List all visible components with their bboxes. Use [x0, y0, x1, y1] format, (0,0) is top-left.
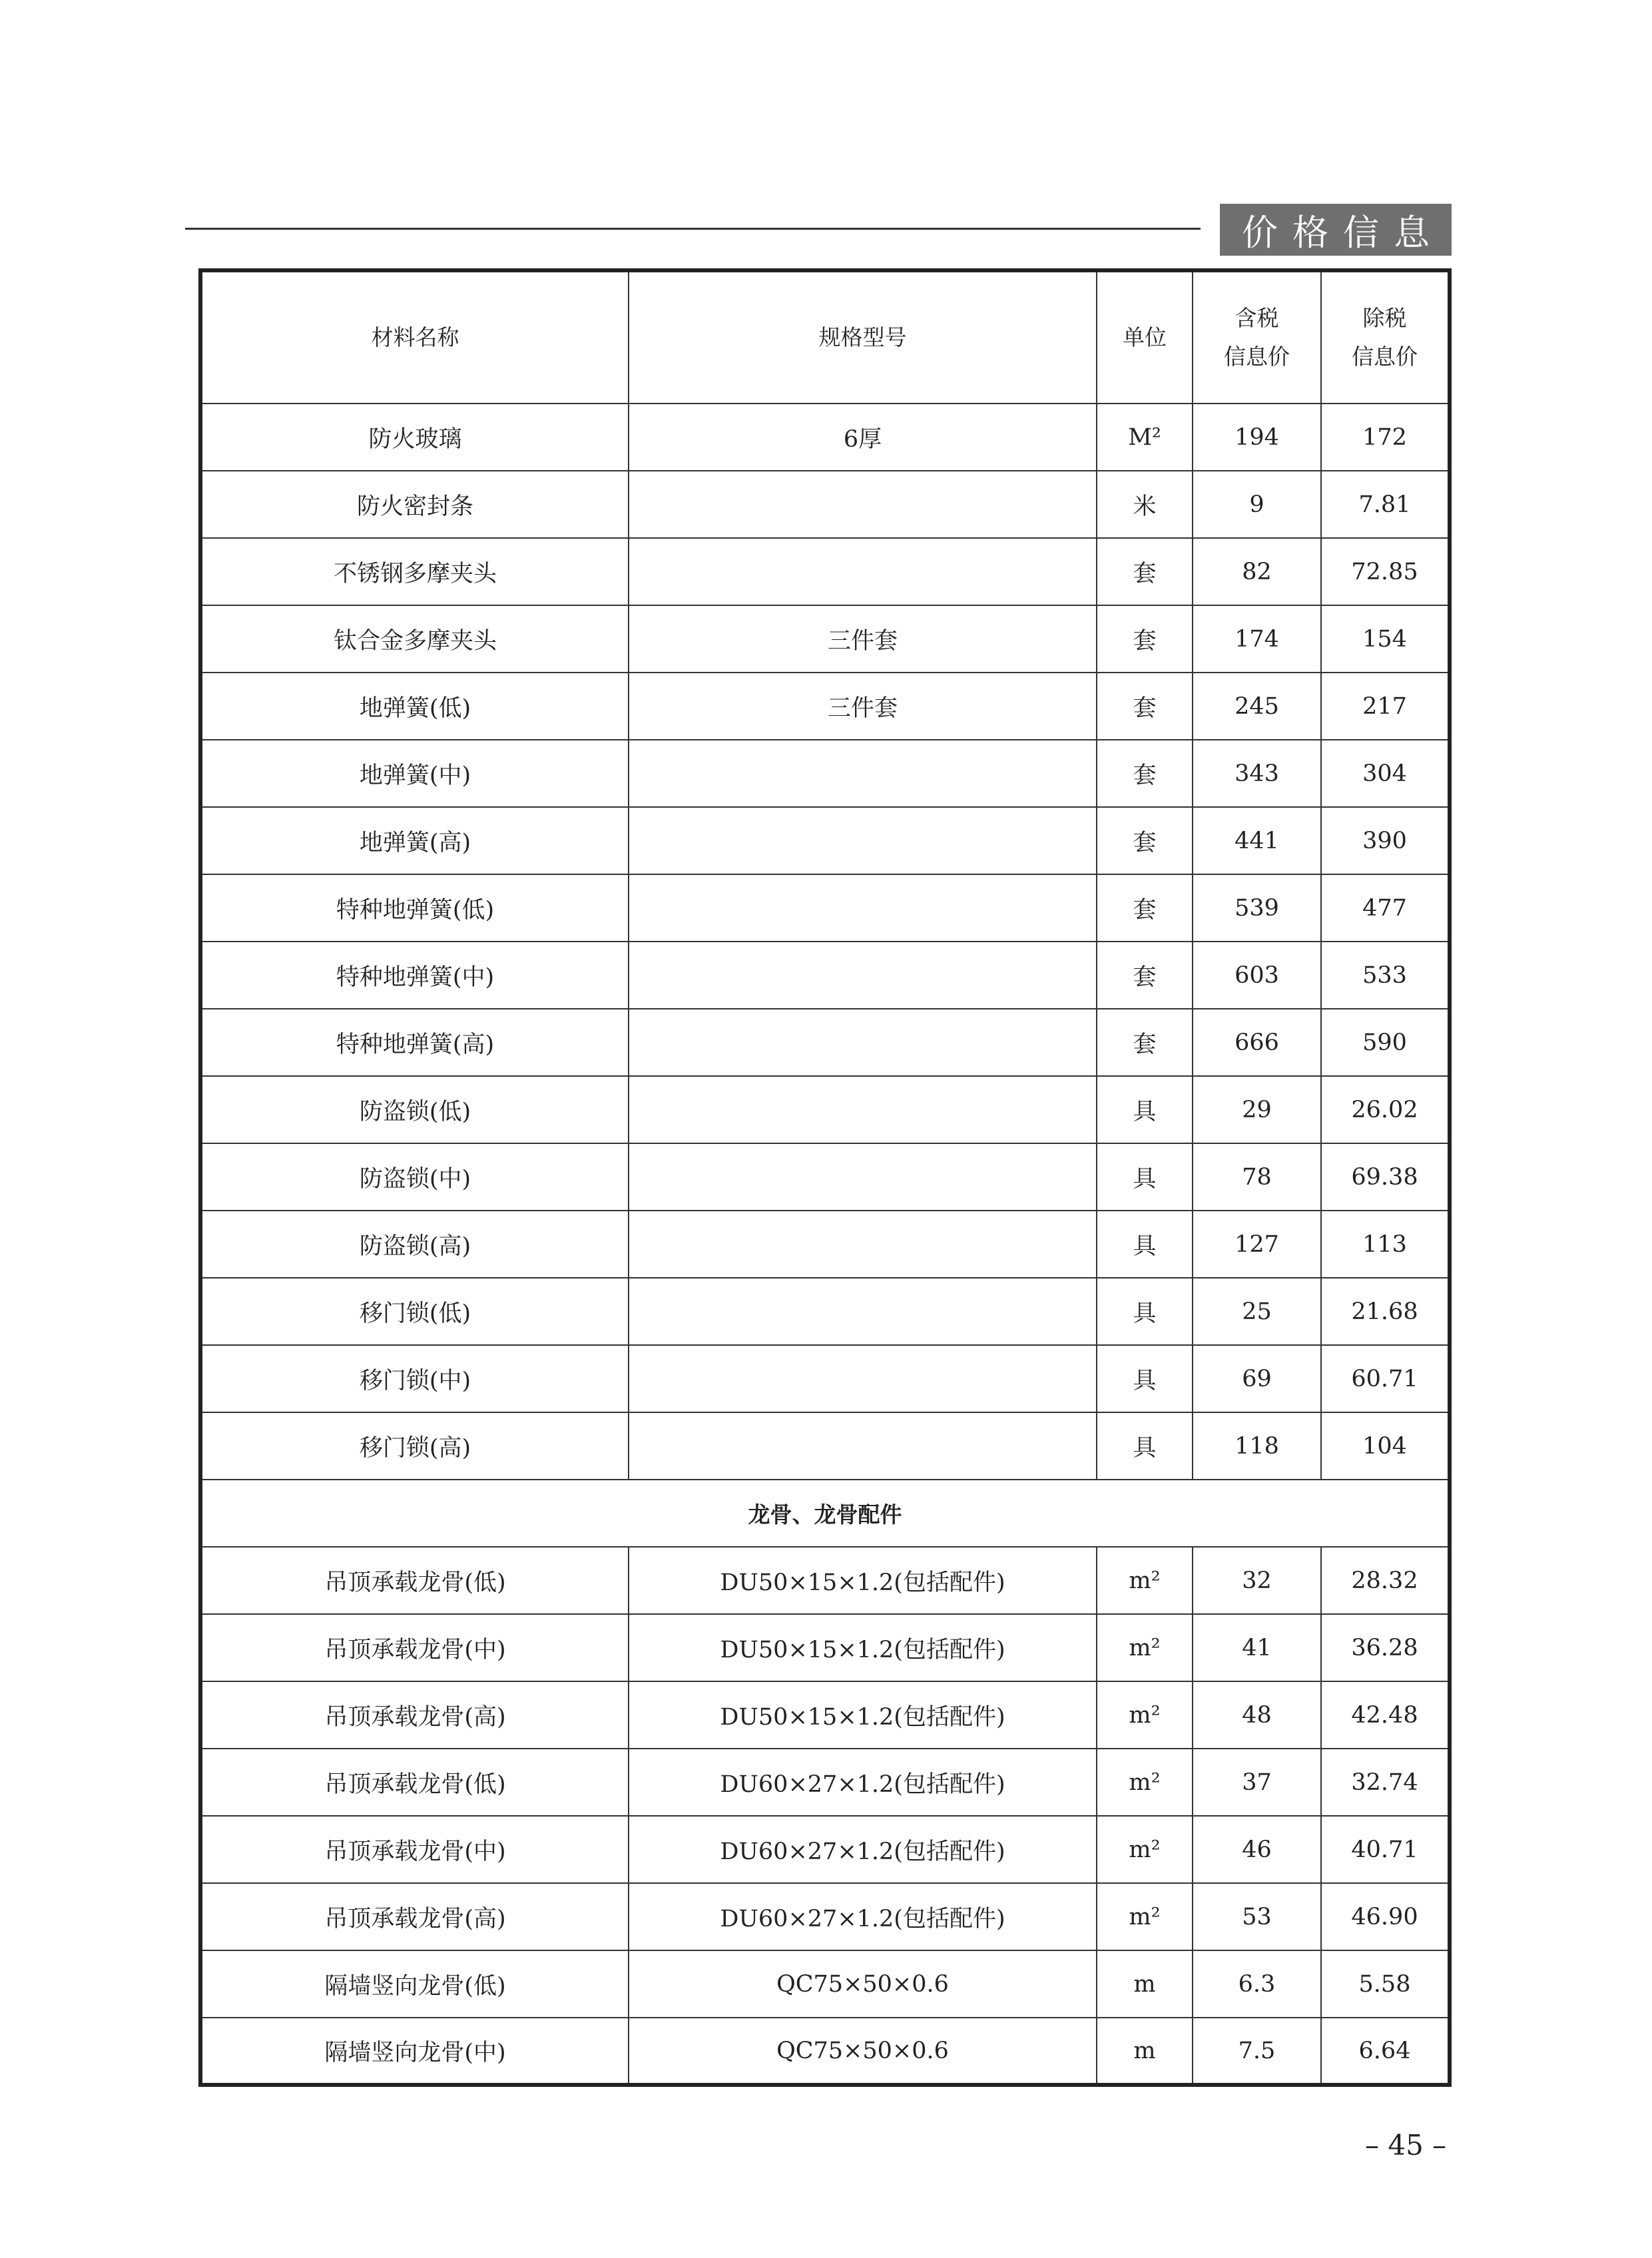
table-cell: 60.71 — [1321, 1345, 1450, 1412]
table-cell: 特种地弹簧(中) — [200, 942, 629, 1009]
table-cell — [629, 740, 1097, 807]
column-header: 单位 — [1097, 270, 1193, 404]
table-cell: 40.71 — [1321, 1816, 1450, 1883]
table-cell — [629, 1278, 1097, 1345]
table-cell: 6.64 — [1321, 2018, 1450, 2085]
table-cell — [629, 1143, 1097, 1211]
table-header-row — [200, 270, 1450, 404]
table-cell: 174 — [1193, 605, 1321, 673]
table-row — [200, 1816, 1450, 1883]
table-row — [200, 1009, 1450, 1076]
table-cell: QC75×50×0.6 — [629, 2018, 1097, 2085]
table-cell: 钛合金多摩夹头 — [200, 605, 629, 673]
table-cell: 69 — [1193, 1345, 1321, 1412]
table-cell: 米 — [1097, 471, 1193, 538]
table-row — [200, 538, 1450, 605]
table-row — [200, 1211, 1450, 1278]
table-cell: 不锈钢多摩夹头 — [200, 538, 629, 605]
table-cell — [629, 1076, 1097, 1143]
table-cell: 地弹簧(高) — [200, 807, 629, 874]
table-cell: 移门锁(高) — [200, 1412, 629, 1480]
table-cell: 104 — [1321, 1412, 1450, 1480]
table-cell: 36.28 — [1321, 1614, 1450, 1681]
table-cell: m² — [1097, 1749, 1193, 1816]
table-cell — [629, 807, 1097, 874]
table-cell: m² — [1097, 1681, 1193, 1749]
table-cell: 25 — [1193, 1278, 1321, 1345]
table-cell: m² — [1097, 1547, 1193, 1614]
table-cell: 6.3 — [1193, 1950, 1321, 2018]
table-cell: 78 — [1193, 1143, 1321, 1211]
table-row — [200, 1749, 1450, 1816]
table-row — [200, 471, 1450, 538]
table-cell: 32.74 — [1321, 1749, 1450, 1816]
table-row — [200, 673, 1450, 740]
table-cell: 隔墙竖向龙骨(低) — [200, 1950, 629, 2018]
table-cell: 28.32 — [1321, 1547, 1450, 1614]
table-cell: 防火玻璃 — [200, 404, 629, 471]
table-cell: 29 — [1193, 1076, 1321, 1143]
table-cell — [629, 1009, 1097, 1076]
table-row — [200, 1614, 1450, 1681]
table-cell: 245 — [1193, 673, 1321, 740]
table-cell: 地弹簧(低) — [200, 673, 629, 740]
section-title: 龙骨、龙骨配件 — [200, 1480, 1450, 1547]
column-header: 规格型号 — [629, 270, 1097, 404]
table-cell: 666 — [1193, 1009, 1321, 1076]
table-cell: 套 — [1097, 942, 1193, 1009]
table-cell: 533 — [1321, 942, 1450, 1009]
table-cell: 194 — [1193, 404, 1321, 471]
table-cell: 套 — [1097, 740, 1193, 807]
table-row — [200, 1076, 1450, 1143]
page-number: – 45 – — [1365, 2129, 1447, 2161]
table-cell: 69.38 — [1321, 1143, 1450, 1211]
table-cell: 移门锁(低) — [200, 1278, 629, 1345]
table-cell: 套 — [1097, 807, 1193, 874]
table-cell: 三件套 — [629, 673, 1097, 740]
table-cell: DU50×15×1.2(包括配件) — [629, 1681, 1097, 1749]
table-cell: 390 — [1321, 807, 1450, 874]
table-cell: 套 — [1097, 1009, 1193, 1076]
table-cell: 82 — [1193, 538, 1321, 605]
table-row — [200, 874, 1450, 942]
table-cell: 46 — [1193, 1816, 1321, 1883]
table-row — [200, 1278, 1450, 1345]
table-cell: DU60×27×1.2(包括配件) — [629, 1816, 1097, 1883]
table-cell: 三件套 — [629, 605, 1097, 673]
table-cell: 吊顶承载龙骨(中) — [200, 1816, 629, 1883]
table-cell: 吊顶承载龙骨(低) — [200, 1547, 629, 1614]
table-row — [200, 1950, 1450, 2018]
table-cell: 217 — [1321, 673, 1450, 740]
table-cell: 具 — [1097, 1211, 1193, 1278]
table-cell: 移门锁(中) — [200, 1345, 629, 1412]
table-cell: 套 — [1097, 605, 1193, 673]
table-cell — [629, 1412, 1097, 1480]
table-cell: m — [1097, 2018, 1193, 2085]
table-cell: 防盗锁(中) — [200, 1143, 629, 1211]
table-cell: 特种地弹簧(高) — [200, 1009, 629, 1076]
table-cell: 72.85 — [1321, 538, 1450, 605]
table-cell: 41 — [1193, 1614, 1321, 1681]
table-cell: 地弹簧(中) — [200, 740, 629, 807]
table-cell: DU60×27×1.2(包括配件) — [629, 1749, 1097, 1816]
table-cell: 113 — [1321, 1211, 1450, 1278]
table-cell: 441 — [1193, 807, 1321, 874]
table-cell: 32 — [1193, 1547, 1321, 1614]
table-cell: 21.68 — [1321, 1278, 1450, 1345]
table-cell: 304 — [1321, 740, 1450, 807]
table-cell: 9 — [1193, 471, 1321, 538]
table-cell: 6厚 — [629, 404, 1097, 471]
table-cell: DU60×27×1.2(包括配件) — [629, 1883, 1097, 1950]
table-cell: 防盗锁(高) — [200, 1211, 629, 1278]
column-header: 材料名称 — [200, 270, 629, 404]
header-rule — [185, 228, 1201, 230]
table-cell: DU50×15×1.2(包括配件) — [629, 1547, 1097, 1614]
table-cell: 7.81 — [1321, 471, 1450, 538]
table-cell: 42.48 — [1321, 1681, 1450, 1749]
table-row — [200, 1883, 1450, 1950]
table-cell: 套 — [1097, 673, 1193, 740]
column-header: 含税 信息价 — [1193, 270, 1321, 404]
table-cell: 防火密封条 — [200, 471, 629, 538]
table-cell: m² — [1097, 1883, 1193, 1950]
table-cell — [629, 1345, 1097, 1412]
table-cell: 具 — [1097, 1278, 1193, 1345]
table-cell: DU50×15×1.2(包括配件) — [629, 1614, 1097, 1681]
table-cell: 127 — [1193, 1211, 1321, 1278]
table-cell: 343 — [1193, 740, 1321, 807]
table-cell: 特种地弹簧(低) — [200, 874, 629, 942]
table-cell: 套 — [1097, 874, 1193, 942]
table-cell: 590 — [1321, 1009, 1450, 1076]
table-cell: 539 — [1193, 874, 1321, 942]
table-cell: 具 — [1097, 1143, 1193, 1211]
table-cell: 46.90 — [1321, 1883, 1450, 1950]
table-cell — [629, 874, 1097, 942]
table-cell: 154 — [1321, 605, 1450, 673]
price-table — [198, 268, 1452, 2087]
table-cell: 53 — [1193, 1883, 1321, 1950]
table-cell: 套 — [1097, 538, 1193, 605]
table-row — [200, 740, 1450, 807]
table-cell: m — [1097, 1950, 1193, 2018]
table-cell: 吊顶承载龙骨(中) — [200, 1614, 629, 1681]
table-cell: 7.5 — [1193, 2018, 1321, 2085]
table-cell: QC75×50×0.6 — [629, 1950, 1097, 2018]
table-row — [200, 942, 1450, 1009]
table-cell: m² — [1097, 1614, 1193, 1681]
table-row — [200, 807, 1450, 874]
table-cell — [629, 471, 1097, 538]
table-row — [200, 605, 1450, 673]
table-row — [200, 1412, 1450, 1480]
table-row — [200, 1345, 1450, 1412]
table-cell: 5.58 — [1321, 1950, 1450, 2018]
table-cell: 172 — [1321, 404, 1450, 471]
table-cell: 吊顶承载龙骨(高) — [200, 1883, 629, 1950]
table-cell: 具 — [1097, 1412, 1193, 1480]
table-row — [200, 404, 1450, 471]
table-cell: m² — [1097, 1816, 1193, 1883]
table-row — [200, 1143, 1450, 1211]
table-cell — [629, 1211, 1097, 1278]
table-cell: 吊顶承载龙骨(低) — [200, 1749, 629, 1816]
table-cell: 吊顶承载龙骨(高) — [200, 1681, 629, 1749]
column-header: 除税 信息价 — [1321, 270, 1450, 404]
table-row — [200, 1681, 1450, 1749]
table-cell: 具 — [1097, 1345, 1193, 1412]
section-tag: 价格信息 — [1220, 204, 1452, 256]
table-cell: 37 — [1193, 1749, 1321, 1816]
table-cell: 118 — [1193, 1412, 1321, 1480]
table-row — [200, 2018, 1450, 2085]
table-cell — [629, 538, 1097, 605]
table-cell: 603 — [1193, 942, 1321, 1009]
table-cell: 防盗锁(低) — [200, 1076, 629, 1143]
section-row — [200, 1480, 1450, 1547]
table-cell: 477 — [1321, 874, 1450, 942]
table-cell: 隔墙竖向龙骨(中) — [200, 2018, 629, 2085]
table-cell: 26.02 — [1321, 1076, 1450, 1143]
table-cell: 48 — [1193, 1681, 1321, 1749]
table-cell: M² — [1097, 404, 1193, 471]
table-cell — [629, 942, 1097, 1009]
table-row — [200, 1547, 1450, 1614]
table-cell: 具 — [1097, 1076, 1193, 1143]
